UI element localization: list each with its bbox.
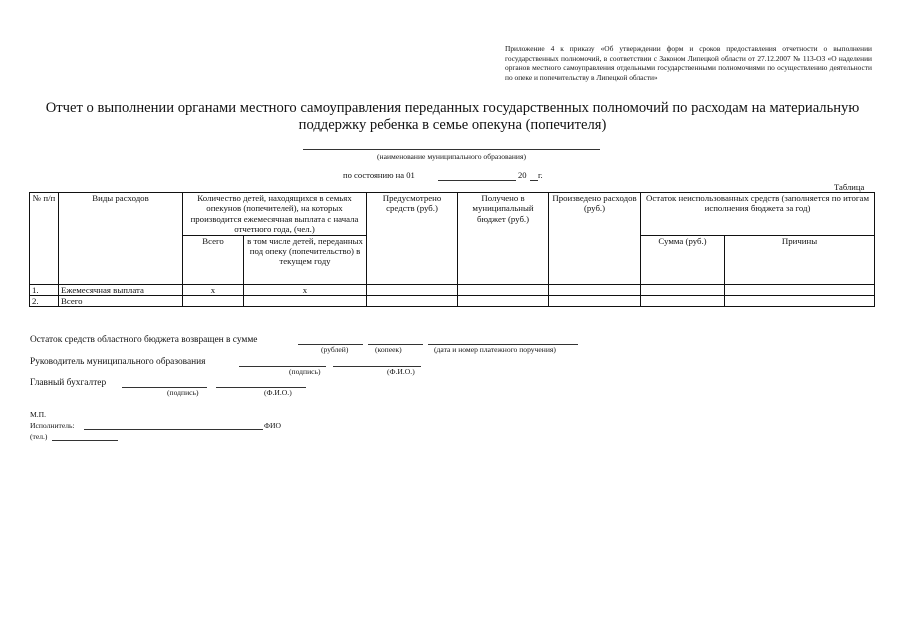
accountant-label: Главный бухгалтер [30,378,107,388]
col-transferred-header: в том числе детей, переданных под опеку (попечительство) в текущем году [244,235,367,284]
row-sum [641,284,725,295]
head-label: Руководитель муниципального образования [30,357,206,367]
row-transferred [244,295,367,306]
phone-label: (тел.) [30,432,48,441]
report-title: Отчет о выполнении органами местного самоуправления переданных государственных полномочий по расходам на материальную поддержку ребенка в семье опекуна (попечителя) [45,100,860,133]
executor-fio: ФИО [264,421,281,430]
phone-line [52,440,118,441]
col-spent-header: Произведено расходов (руб.) [549,193,641,285]
col-kind-header: Виды расходов [59,193,183,285]
row-planned [367,295,458,306]
accountant-fio-line [216,387,306,388]
returned-caption-rub: (рублей) [321,345,349,354]
col-remainder-header: Остаток неиспользованных средств (заполняется по итогам исполнения бюджета за год) [641,193,875,236]
as-of-suffix: г. [538,170,543,180]
report-table [29,192,875,307]
col-sum-header: Сумма (руб.) [641,235,725,284]
row-total: x [183,284,244,295]
row-total [183,295,244,306]
row-transferred: x [244,284,367,295]
table-row [30,295,875,306]
header-row [30,193,875,236]
col-planned-header: Предусмотрено средств (руб.) [367,193,458,285]
row-kind: Ежемесячная выплата [59,284,183,295]
col-received-header: Получено в муниципальный бюджет (руб.) [458,193,549,285]
row-sum [641,295,725,306]
returned-label: Остаток средств областного бюджета возвращен в сумме [30,335,258,345]
as-of-line-1 [438,180,516,181]
accountant-sign-caption: (подпись) [167,388,199,397]
appendix-note: Приложение 4 к приказу «Об утверждении форм и сроков предоставления отчетности о выполнении государственных полномочий, в соответствии с Законом Липецкой области от 27.12.2007 № 113-ОЗ «О наделении органов местного самоуправления отдельными государственными полномочиями по осуществлению деятельности по опеке и попечительству в Липецкой области» [505,44,872,82]
as-of-prefix: по состоянию на 01 [343,170,415,180]
col-children-header: Количество детей, находящихся в семьях опекунов (попечителей), на которых производится ежемесячная выплата с начала отчетного года, (чел.) [183,193,367,236]
municipality-line [303,149,600,150]
col-reasons-header: Причины [725,235,875,284]
col-num-header: № п/п [30,193,59,285]
row-received [458,284,549,295]
row-reasons [725,284,875,295]
row-num: 2. [30,295,59,306]
executor-label: Исполнитель: [30,421,75,430]
head-sign-caption: (подпись) [289,367,321,376]
row-spent [549,284,641,295]
col-total-header: Всего [183,235,244,284]
table-label: Таблица [834,182,865,192]
row-planned [367,284,458,295]
stamp-label: М.П. [30,410,47,419]
row-spent [549,295,641,306]
executor-line [84,429,263,430]
municipality-caption: (наименование муниципального образования) [377,152,526,161]
returned-caption-kop: (копеек) [375,345,402,354]
head-fio-caption: (Ф.И.О.) [387,367,415,376]
row-received [458,295,549,306]
as-of-line-2 [530,180,538,181]
row-reasons [725,295,875,306]
accountant-fio-caption: (Ф.И.О.) [264,388,292,397]
as-of-middle: 20 [518,170,527,180]
table-row [30,284,875,295]
row-num: 1. [30,284,59,295]
row-kind: Всего [59,295,183,306]
returned-caption-payment: (дата и номер платежного поручения) [434,345,556,354]
